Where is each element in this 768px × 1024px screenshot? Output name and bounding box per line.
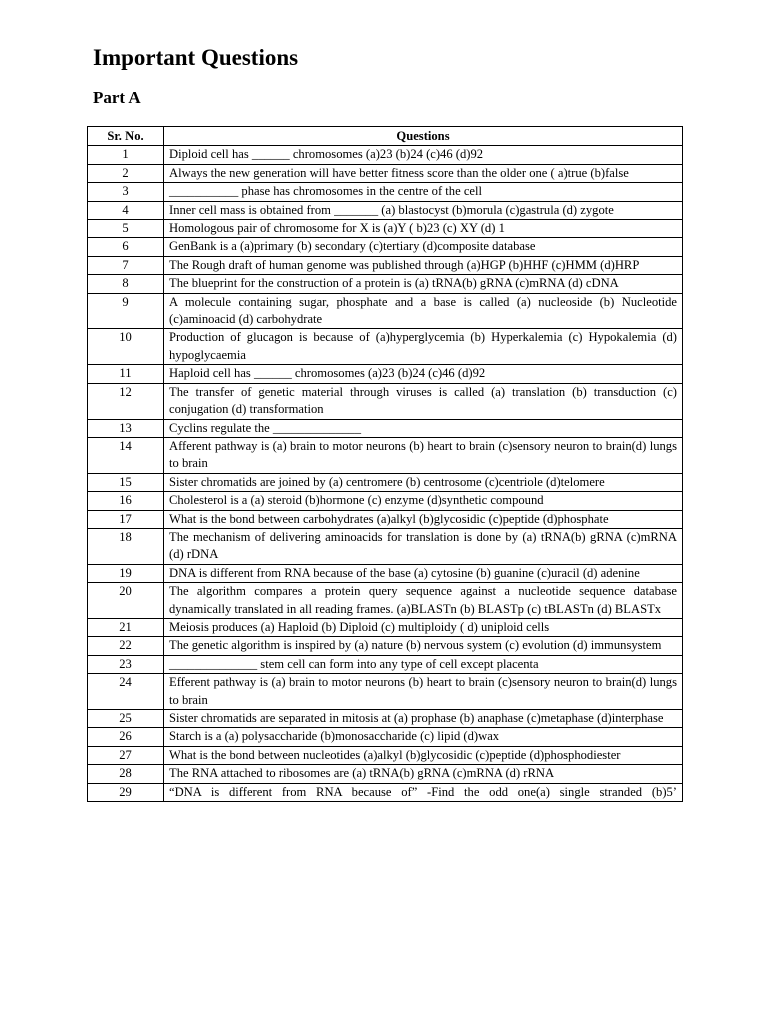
table-header-row — [88, 127, 683, 146]
table-row — [88, 437, 683, 473]
question-cell: A molecule containing sugar, phosphate and a base is called (a) nucleoside (b) Nucleotide (c)aminoacid (d) carbohydrate — [164, 293, 683, 329]
question-cell: “DNA is different from RNA because of” -Find the odd one(a) single stranded (b)5’ — [164, 783, 683, 801]
table-row — [88, 746, 683, 764]
table-row — [88, 710, 683, 728]
question-cell: GenBank is a (a)primary (b) secondary (c)tertiary (d)composite database — [164, 238, 683, 256]
serial-number-cell: 7 — [88, 256, 164, 274]
question-cell: What is the bond between carbohydrates (a)alkyl (b)glycosidic (c)peptide (d)phosphate — [164, 510, 683, 528]
serial-number-cell: 16 — [88, 492, 164, 510]
serial-number-cell: 17 — [88, 510, 164, 528]
serial-number-cell: 11 — [88, 365, 164, 383]
serial-number-cell: 14 — [88, 437, 164, 473]
table-row — [88, 583, 683, 619]
question-cell: Homologous pair of chromosome for X is (a)Y ( b)23 (c) XY (d) 1 — [164, 220, 683, 238]
serial-number-cell: 19 — [88, 564, 164, 582]
table-row — [88, 383, 683, 419]
question-cell: The transfer of genetic material through viruses is called (a) translation (b) transduction (c) conjugation (d) transformation — [164, 383, 683, 419]
table-row — [88, 637, 683, 655]
page-title: Important Questions — [93, 45, 299, 70]
table-row — [88, 510, 683, 528]
question-cell: ___________ phase has chromosomes in the centre of the cell — [164, 183, 683, 201]
question-cell: Cyclins regulate the ______________ — [164, 419, 683, 437]
questions-table — [87, 126, 683, 802]
serial-number-cell: 27 — [88, 746, 164, 764]
question-cell: The algorithm compares a protein query sequence against a nucleotide sequence database dynamically translated in all reading frames. (a)BLASTn (b) BLASTp (c) tBLASTn (d) BLASTx — [164, 583, 683, 619]
serial-number-cell: 9 — [88, 293, 164, 329]
table-row — [88, 201, 683, 219]
question-cell: Starch is a (a) polysaccharide (b)monosaccharide (c) lipid (d)wax — [164, 728, 683, 746]
table-row — [88, 275, 683, 293]
serial-number-cell: 1 — [88, 146, 164, 164]
serial-number-cell: 26 — [88, 728, 164, 746]
table-row — [88, 765, 683, 783]
serial-number-cell: 12 — [88, 383, 164, 419]
table-row — [88, 564, 683, 582]
question-cell: Inner cell mass is obtained from _______ (a) blastocyst (b)morula (c)gastrula (d) zygote — [164, 201, 683, 219]
question-cell: Sister chromatids are separated in mitosis at (a) prophase (b) anaphase (c)metaphase (d)interphase — [164, 710, 683, 728]
serial-number-cell: 2 — [88, 164, 164, 182]
column-header-questions: Questions — [164, 127, 683, 146]
serial-number-cell: 5 — [88, 220, 164, 238]
table-row — [88, 293, 683, 329]
serial-number-cell: 25 — [88, 710, 164, 728]
serial-number-cell: 18 — [88, 528, 164, 564]
table-row — [88, 329, 683, 365]
question-cell: The genetic algorithm is inspired by (a) nature (b) nervous system (c) evolution (d) immunsystem — [164, 637, 683, 655]
question-cell: The blueprint for the construction of a protein is (a) tRNA(b) gRNA (c)mRNA (d) cDNA — [164, 275, 683, 293]
question-cell: The Rough draft of human genome was published through (a)HGP (b)HHF (c)HMM (d)HRP — [164, 256, 683, 274]
table-row — [88, 674, 683, 710]
serial-number-cell: 23 — [88, 655, 164, 673]
serial-number-cell: 6 — [88, 238, 164, 256]
serial-number-cell: 29 — [88, 783, 164, 801]
table-row — [88, 183, 683, 201]
section-title: Part A — [93, 88, 141, 107]
question-cell: Diploid cell has ______ chromosomes (a)23 (b)24 (c)46 (d)92 — [164, 146, 683, 164]
table-row — [88, 528, 683, 564]
question-cell: The mechanism of delivering aminoacids for translation is done by (a) tRNA(b) gRNA (c)mRNA (d) rDNA — [164, 528, 683, 564]
question-cell: What is the bond between nucleotides (a)alkyl (b)glycosidic (c)peptide (d)phosphodiester — [164, 746, 683, 764]
serial-number-cell: 15 — [88, 473, 164, 491]
table-row — [88, 655, 683, 673]
serial-number-cell: 3 — [88, 183, 164, 201]
table-row — [88, 728, 683, 746]
serial-number-cell: 22 — [88, 637, 164, 655]
table-row — [88, 419, 683, 437]
question-cell: The RNA attached to ribosomes are (a) tRNA(b) gRNA (c)mRNA (d) rRNA — [164, 765, 683, 783]
questions-table-body — [88, 146, 683, 802]
table-row — [88, 256, 683, 274]
table-row — [88, 618, 683, 636]
question-cell: Always the new generation will have better fitness score than the older one ( a)true (b)false — [164, 164, 683, 182]
question-cell: Efferent pathway is (a) brain to motor neurons (b) heart to brain (c)sensory neuron to brain(d) lungs to brain — [164, 674, 683, 710]
table-row — [88, 164, 683, 182]
table-row — [88, 473, 683, 491]
table-row — [88, 492, 683, 510]
serial-number-cell: 21 — [88, 618, 164, 636]
serial-number-cell: 24 — [88, 674, 164, 710]
table-row — [88, 238, 683, 256]
serial-number-cell: 8 — [88, 275, 164, 293]
serial-number-cell: 10 — [88, 329, 164, 365]
table-row — [88, 783, 683, 801]
question-cell: Production of glucagon is because of (a)hyperglycemia (b) Hyperkalemia (c) Hypokalemia (d) hypoglycaemia — [164, 329, 683, 365]
table-row — [88, 146, 683, 164]
question-cell: Cholesterol is a (a) steroid (b)hormone (c) enzyme (d)synthetic compound — [164, 492, 683, 510]
serial-number-cell: 28 — [88, 765, 164, 783]
question-cell: Sister chromatids are joined by (a) centromere (b) centrosome (c)centriole (d)telomere — [164, 473, 683, 491]
table-row — [88, 220, 683, 238]
serial-number-cell: 20 — [88, 583, 164, 619]
question-cell: Afferent pathway is (a) brain to motor neurons (b) heart to brain (c)sensory neuron to brain(d) lungs to brain — [164, 437, 683, 473]
serial-number-cell: 4 — [88, 201, 164, 219]
serial-number-cell: 13 — [88, 419, 164, 437]
table-row — [88, 365, 683, 383]
question-cell: DNA is different from RNA because of the base (a) cytosine (b) guanine (c)uracil (d) adenine — [164, 564, 683, 582]
question-cell: ______________ stem cell can form into any type of cell except placenta — [164, 655, 683, 673]
question-cell: Meiosis produces (a) Haploid (b) Diploid (c) multiploidy ( d) uniploid cells — [164, 618, 683, 636]
column-header-serial-number: Sr. No. — [88, 127, 164, 146]
question-cell: Haploid cell has ______ chromosomes (a)23 (b)24 (c)46 (d)92 — [164, 365, 683, 383]
